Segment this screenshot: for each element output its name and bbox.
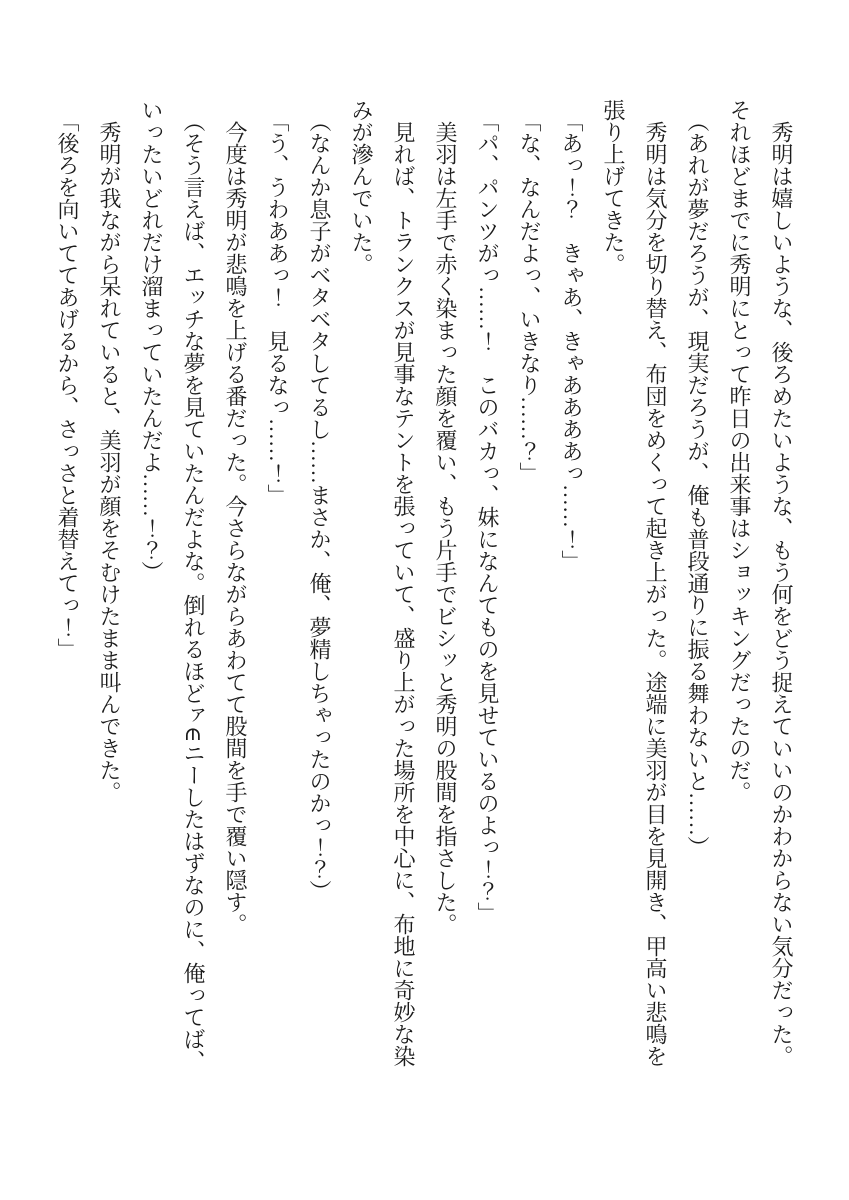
text-column: 「あっ！？ きゃあ、きゃああああっ……！」 bbox=[559, 99, 584, 572]
text-column: 秀明は気分を切り替え、布団をめくって起き上がった。途端に美羽が目を見開き、甲高い悲鳴を bbox=[643, 99, 668, 1067]
text-column: みが滲んでいた。 bbox=[349, 99, 374, 275]
text-column: それほどまでに秀明にとって昨日の出来事はショッキングだったのだ。 bbox=[727, 99, 752, 803]
text-column: 秀明が我ながら呆れていると、美羽が顔をそむけたまま叫んできた。 bbox=[97, 99, 122, 803]
text-column: 「う、うわああっ！ 見るなっ……！」 bbox=[265, 99, 290, 506]
text-column: いったいどれだけ溜まっていたんだよ……！？） bbox=[139, 99, 164, 583]
text-column: 秀明は嬉しいような、後ろめたいような、もう何をどう捉えていいのかわからない気分だった。 bbox=[769, 99, 794, 1067]
text-column: （そう言えば、エッチな夢を見ていたんだよな。倒れるほどァ∈ニーしたはずなのに、俺ってば、 bbox=[181, 99, 206, 1073]
text-column: 今度は秀明が悲鳴を上げる番だった。今さらながらあわてて股間を手で覆い隠す。 bbox=[223, 99, 248, 935]
text-column: 美羽は左手で赤く染まった顔を覆い、もう片手でビシッと秀明の股間を指さした。 bbox=[433, 99, 458, 935]
text-column: 張り上げてきた。 bbox=[601, 99, 626, 275]
text-column: 見れば、トランクスが見事なテントを張っていて、盛り上がった場所を中心に、布地に奇妙な染 bbox=[391, 99, 416, 1067]
vertical-text-block bbox=[46, 99, 802, 1073]
text-column: （あれが夢だろうが、現実だろうが、俺も普段通りに振る舞わないと……） bbox=[685, 99, 710, 858]
text-column: 「な、なんだよっ、いきなり……？」 bbox=[517, 99, 542, 484]
text-column: （なんか息子がベタベタしてるし……まさか、俺、夢精しちゃったのかっ！？） bbox=[307, 99, 332, 902]
text-column: 「後ろを向いててあげるから、さっさと着替えてっ！」 bbox=[55, 99, 80, 660]
text-column: 「パ、パンツがっ……！ このバカっ、妹になんてものを見せているのよっ！？」 bbox=[475, 99, 500, 924]
